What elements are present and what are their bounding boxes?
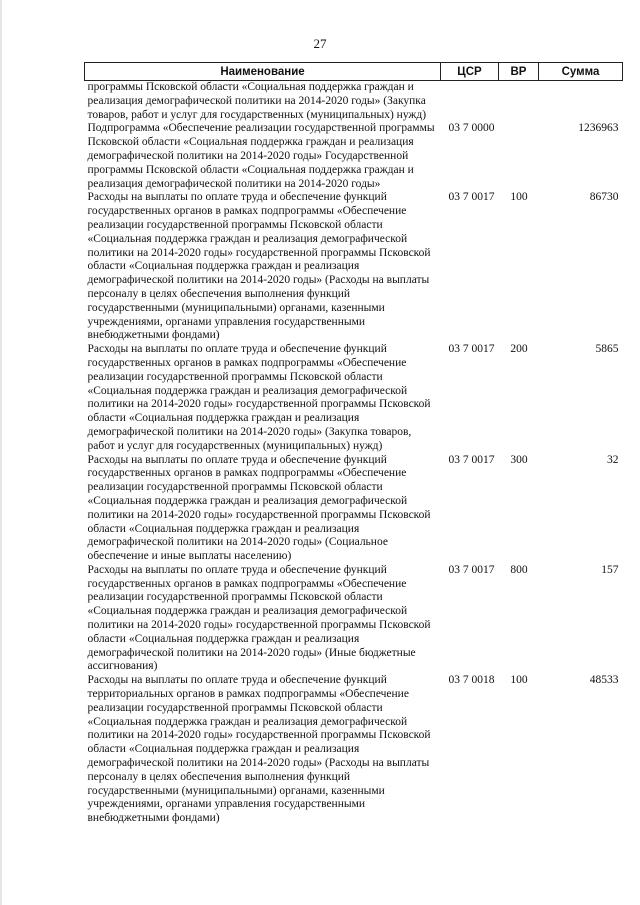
table-row bbox=[85, 674, 623, 826]
row-name: Расходы на выплаты по оплате труда и обеспечение функций государственных органов в рамках подпрограммы «Обеспечение реализации государственной программы Псковской области «Социальная поддержка граждан и реализация демографической политики на 2014-2020 годы» государственной программы Псковской области «Социальная поддержка граждан и реализация демографической политики на 2014-2020 годы» (Социальное обеспечение и иные выплаты населению) bbox=[87, 453, 431, 563]
row-csr: 03 7 0017 bbox=[448, 191, 495, 204]
page-number: 27 bbox=[313, 36, 327, 51]
row-name: Расходы на выплаты по оплате труда и обеспечение функций территориальных органов в рамках подпрограммы «Обеспечение реализации государственной программы Псковской области «Социальная поддержка граждан и реализация демографической политики на 2014-2020 годы» государственной программы Псковской области «Социальная поддержка граждан и реализация демографической политики на 2014-2020 годы» (Расходы на выплаты персоналу в целях обеспечения выполнения функций государственными (муниципальными) органами, казенными учреждениями, органами управления государственными внебюджетными фондами) bbox=[87, 674, 431, 825]
table-row bbox=[85, 454, 623, 564]
row-vr bbox=[499, 122, 539, 191]
row-name: Подпрограмма «Обеспечение реализации государственной программы Псковской области «Социальная поддержка граждан и реализация демографической политики на 2014-2020 годы» Государственной программы Псковской области «Социальная поддержка граждан и реализация демографической политики на 2014-2020 годы» bbox=[87, 122, 435, 190]
row-name: Расходы на выплаты по оплате труда и обеспечение функций государственных органов в рамках подпрограммы «Обеспечение реализации государственной программы Псковской области «Социальная поддержка граждан и реализация демографической политики на 2014-2020 годы» государственной программы Псковской области «Социальная поддержка граждан и реализация демографической политики на 2014-2020 годы» (Закупка товаров, работ и услуг для государственных (муниципальных) нужд) bbox=[87, 343, 431, 452]
column-header-name: Наименование bbox=[85, 63, 441, 81]
row-csr: 03 7 0018 bbox=[448, 674, 495, 687]
row-vr bbox=[499, 81, 539, 123]
column-header-sum: Сумма bbox=[539, 63, 623, 81]
row-csr: 03 7 0017 bbox=[448, 453, 495, 466]
row-csr: 03 7 0017 bbox=[448, 343, 495, 356]
row-vr: 800 bbox=[510, 563, 528, 576]
row-sum: 32 bbox=[607, 453, 619, 466]
row-name: Расходы на выплаты по оплате труда и обеспечение функций государственных органов в рамках подпрограммы «Обеспечение реализации государственной программы Псковской области «Социальная поддержка граждан и реализация демографической политики на 2014-2020 годы» государственной программы Псковской области «Социальная поддержка граждан и реализация демографической политики на 2014-2020 годы» (Иные бюджетные ассигнования) bbox=[87, 563, 431, 673]
row-csr: 03 7 0017 bbox=[448, 563, 495, 576]
budget-table bbox=[84, 62, 623, 826]
table-row bbox=[85, 191, 623, 343]
column-header-csr: ЦСР bbox=[441, 63, 499, 81]
row-vr: 100 bbox=[510, 191, 528, 204]
row-vr: 200 bbox=[510, 343, 528, 356]
row-sum: 86730 bbox=[589, 191, 619, 204]
row-vr: 100 bbox=[510, 674, 528, 687]
column-header-vr: ВР bbox=[499, 63, 539, 81]
row-sum: 157 bbox=[601, 563, 619, 576]
row-name: Расходы на выплаты по оплате труда и обеспечение функций государственных органов в рамках подпрограммы «Обеспечение реализации государственной программы Псковской области «Социальная поддержка граждан и реализация демографической политики на 2014-2020 годы» государственной программы Псковской области «Социальная поддержка граждан и реализация демографической политики на 2014-2020 годы» (Расходы на выплаты персоналу в целях обеспечения выполнения функций государственными (муниципальными) органами, казенными учреждениями, органами управления государственными внебюджетными фондами) bbox=[87, 191, 431, 342]
table-row bbox=[85, 564, 623, 674]
table-row bbox=[85, 81, 623, 123]
row-sum: 1236963 bbox=[578, 122, 619, 135]
scan-edge bbox=[0, 0, 2, 905]
row-sum: 48533 bbox=[589, 674, 619, 687]
row-csr: 03 7 0000 bbox=[448, 122, 495, 135]
row-sum: 5865 bbox=[595, 343, 619, 356]
row-name: программы Псковской области «Социальная поддержка граждан и реализация демографической политики на 2014-2020 годы» (Закупка товаров, работ и услуг для государственных (муниципальных) нужд) bbox=[87, 81, 427, 121]
row-vr: 300 bbox=[510, 453, 528, 466]
table-header-row bbox=[85, 63, 623, 81]
budget-table-container bbox=[84, 62, 622, 826]
row-csr bbox=[441, 81, 499, 123]
table-row bbox=[85, 343, 623, 453]
table-row bbox=[85, 122, 623, 191]
row-sum bbox=[539, 81, 623, 123]
